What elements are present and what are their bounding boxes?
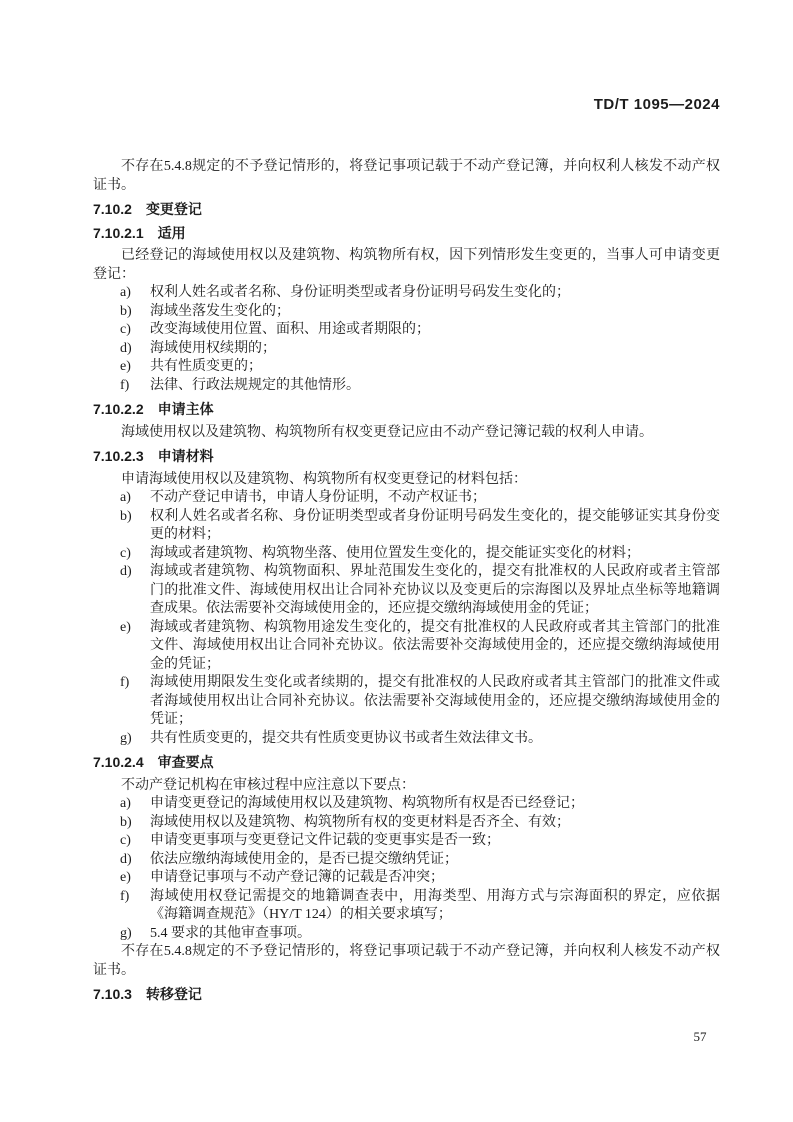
list-item xyxy=(93,795,720,814)
list-item xyxy=(93,832,720,851)
clause-number: 7.10.2.4 xyxy=(93,754,144,770)
list-item-text: 共有性质变更的； xyxy=(150,359,262,374)
doc-code-header: TD/T 1095—2024 xyxy=(593,96,720,113)
list-item xyxy=(93,377,720,396)
list-item xyxy=(93,545,720,564)
list-item-text: 海域使用期限发生变化或者续期的，提交有批准权的人民政府或者其主管部门的批准文件或者海域使用权出让合同补充协议。依法需要补交海域使用金的，还应提交缴纳海域使用金的凭证； xyxy=(150,675,720,727)
list-item-text: 改变海域使用位置、面积、用途或者期限的； xyxy=(150,322,430,337)
list-marker: f) xyxy=(120,377,130,393)
list-marker: e) xyxy=(120,359,131,374)
list-item xyxy=(93,358,720,377)
section-number: 7.10.2 xyxy=(93,201,132,217)
list-item-text: 海域或者建筑物、构筑物坐落、使用位置发生变化的，提交能证实变化的材料； xyxy=(150,545,640,561)
clause-heading-7-10-2-1 xyxy=(93,224,720,243)
list-item-text: 海域使用权以及建筑物、构筑物所有权的变更材料是否齐全、有效； xyxy=(150,814,570,830)
list-item-text: 不动产登记申请书，申请人身份证明，不动产权证书； xyxy=(150,490,486,505)
list-item xyxy=(93,851,720,870)
list-item xyxy=(93,489,720,508)
apply-list xyxy=(93,284,720,395)
list-item-text: 权利人姓名或者名称、身份证明类型或者身份证明号码发生变化的； xyxy=(150,285,570,300)
list-marker: b) xyxy=(120,508,132,524)
list-item xyxy=(93,674,720,730)
paragraph-materials: 申请海域使用权以及建筑物、构筑物所有权变更登记的材料包括： xyxy=(121,471,527,487)
list-item xyxy=(93,321,720,340)
clause-title: 适用 xyxy=(157,224,186,241)
section-heading-7-10-2 xyxy=(93,200,720,219)
clause-number: 7.10.2.3 xyxy=(93,448,144,464)
page-number: 57 xyxy=(693,1029,707,1044)
list-item xyxy=(93,340,720,359)
clause-heading-7-10-2-3 xyxy=(93,447,720,466)
clause-number: 7.10.2.1 xyxy=(93,224,144,241)
paragraph-result: 不存在5.4.8规定的不予登记情形的，将登记事项记载于不动产登记簿，并向权利人核发不动产权证书。 xyxy=(93,944,720,978)
list-item xyxy=(93,869,720,888)
materials-list xyxy=(93,489,720,748)
list-marker: a) xyxy=(120,285,131,300)
list-item-text: 海域使用权续期的； xyxy=(150,340,276,356)
list-marker: d) xyxy=(120,564,132,579)
list-item xyxy=(93,619,720,675)
list-item-text: 共有性质变更的，提交共有性质变更协议书或者生效法律文书。 xyxy=(150,730,542,746)
list-marker: c) xyxy=(120,833,131,848)
paragraph-subject: 海域使用权以及建筑物、构筑物所有权变更登记应由不动产登记簿记载的权利人申请。 xyxy=(121,424,653,440)
list-marker: f) xyxy=(120,888,130,904)
list-marker: e) xyxy=(120,619,131,635)
paragraph-carryover: 不存在5.4.8规定的不予登记情形的，将登记事项记载于不动产登记簿，并向权利人核发不动产权证书。 xyxy=(93,159,720,193)
review-list xyxy=(93,795,720,943)
list-item-text: 海域坐落发生变化的； xyxy=(150,303,290,319)
list-item xyxy=(93,814,720,833)
list-item-text: 权利人姓名或者名称、身份证明类型或者身份证明号码发生变化的，提交能够证实其身份变更的材料； xyxy=(150,508,720,542)
list-marker: b) xyxy=(120,303,132,319)
list-item-text: 法律、行政法规规定的其他情形。 xyxy=(150,377,360,393)
list-marker: a) xyxy=(120,490,131,505)
paragraph-apply: 已经登记的海域使用权以及建筑物、构筑物所有权，因下列情形发生变更的，当事人可申请变更登记： xyxy=(93,248,720,282)
list-marker: e) xyxy=(120,870,131,885)
paragraph-review: 不动产登记机构在审核过程中应注意以下要点： xyxy=(121,777,415,793)
list-item-text: 依法应缴纳海域使用金的，是否已提交缴纳凭证； xyxy=(150,851,458,867)
list-marker: a) xyxy=(120,796,131,811)
list-item xyxy=(93,888,720,925)
list-item-text: 海域或者建筑物、构筑物用途发生变化的，提交有批准权的人民政府或者其主管部门的批准文件、海域使用权出让合同补充协议。依法需要补交海域使用金的，还应提交缴纳海域使用金的凭证； xyxy=(150,619,720,672)
list-item xyxy=(93,303,720,322)
list-marker: d) xyxy=(120,851,132,867)
list-item xyxy=(93,563,720,619)
list-marker: f) xyxy=(120,675,130,690)
list-item xyxy=(93,284,720,303)
clause-number: 7.10.2.2 xyxy=(93,401,144,417)
list-marker: g) xyxy=(120,925,132,941)
list-marker: d) xyxy=(120,340,132,356)
list-item-text: 申请登记事项与不动产登记簿的记载是否冲突； xyxy=(150,870,444,885)
list-marker: c) xyxy=(120,322,131,337)
list-item xyxy=(93,925,720,944)
list-item xyxy=(93,508,720,545)
clause-heading-7-10-2-2 xyxy=(93,400,720,419)
list-item-text: 海域使用权登记需提交的地籍调查表中，用海类型、用海方式与宗海面积的界定，应依据《海籍调查规范》（HY/T 124）的相关要求填写； xyxy=(150,888,720,922)
section-number: 7.10.3 xyxy=(93,986,132,1002)
list-item-text: 申请变更事项与变更登记文件记载的变更事实是否一致； xyxy=(150,833,500,848)
list-item-text: 海域或者建筑物、构筑物面积、界址范围发生变化的，提交有批准权的人民政府或者主管部门的批准文件、海域使用权出让合同补充协议以及变更后的宗海图以及界址点坐标等地籍调查成果。依法需要补交海域使用金的，还应提交缴纳海域使用金的凭证； xyxy=(150,564,720,616)
document-body xyxy=(93,158,720,1009)
section-title: 转移登记 xyxy=(145,986,202,1002)
section-title: 变更登记 xyxy=(145,201,202,217)
clause-title: 申请主体 xyxy=(157,401,214,417)
list-item-text: 申请变更登记的海域使用权以及建筑物、构筑物所有权是否已经登记； xyxy=(150,796,584,811)
clause-title: 审查要点 xyxy=(157,754,214,770)
list-marker: b) xyxy=(120,814,132,830)
list-item-text: 5.4 要求的其他审查事项。 xyxy=(150,925,311,941)
clause-title: 申请材料 xyxy=(157,448,214,464)
clause-heading-7-10-2-4 xyxy=(93,753,720,772)
section-heading-7-10-3 xyxy=(93,985,720,1004)
list-marker: g) xyxy=(120,730,132,746)
list-item xyxy=(93,730,720,749)
list-marker: c) xyxy=(120,545,131,561)
